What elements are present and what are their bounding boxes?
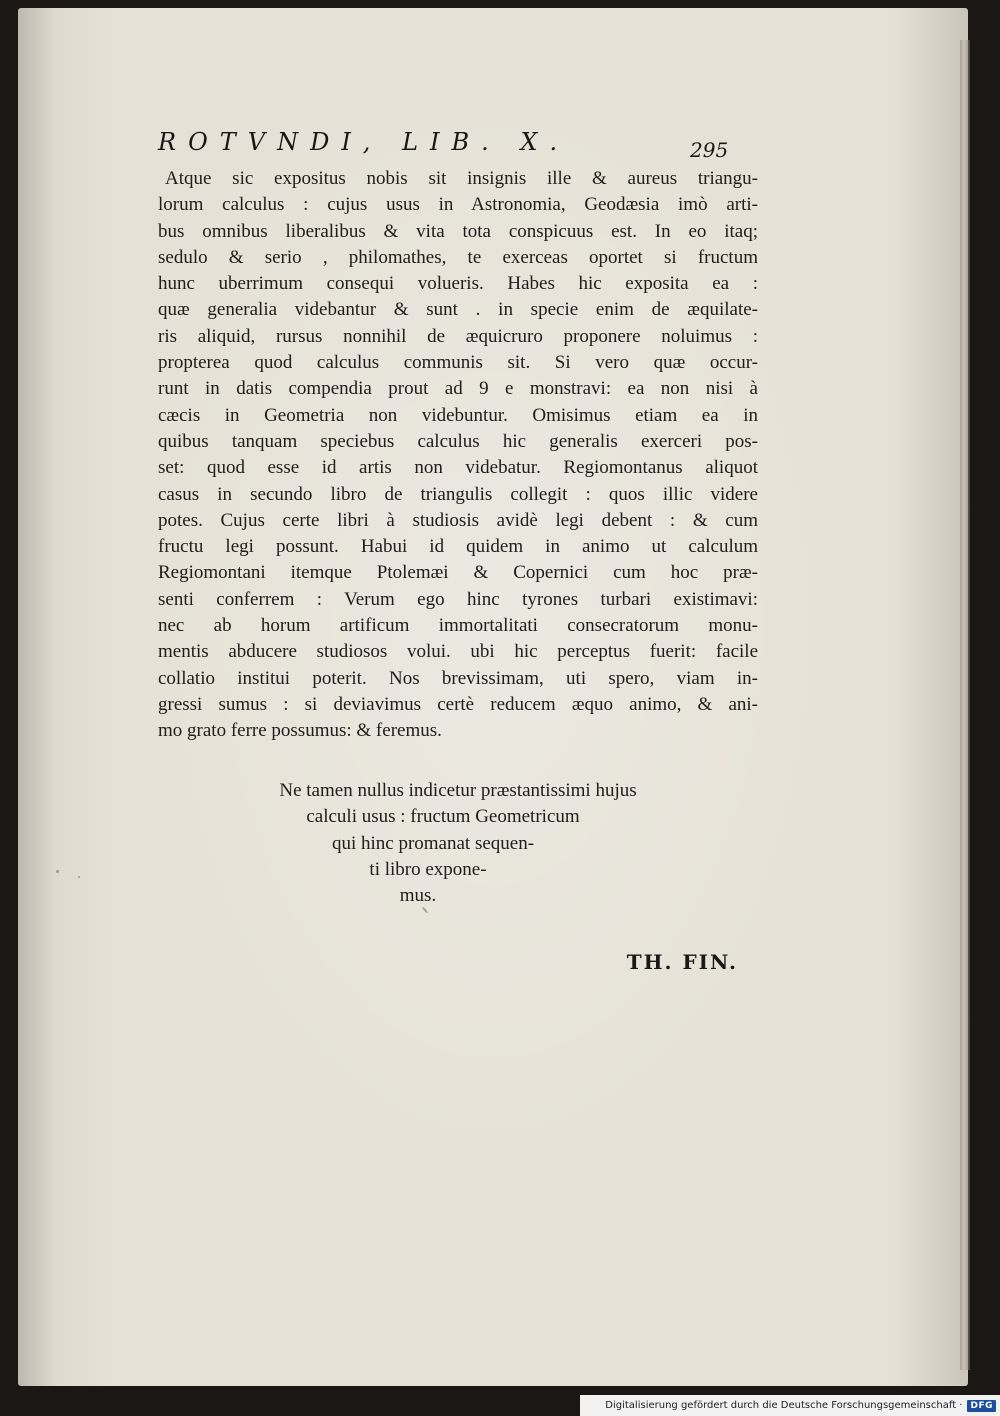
closing-line: mus. <box>399 885 437 907</box>
closing-line: ti libro expone- <box>369 858 487 880</box>
text-line: senti conferrem : Verum ego hinc tyrones turbari existimavi: <box>158 588 758 610</box>
text-line: bus omnibus liberalibus & vita tota conspicuus est. In eo itaq; <box>158 220 758 242</box>
text-line: propterea quod calculus communis sit. Si vero quæ occur- <box>158 352 758 374</box>
closing-line: calculi usus : fructum Geometricum <box>306 806 580 828</box>
text-line: potes. Cujus certe libri à studiosis avidè legi debent : & cum <box>158 509 758 531</box>
text-line: gressi sumus : si deviavimus certè reducem æquo animo, & ani- <box>158 693 758 715</box>
text-line: ris aliquid, rursus nonnihil de æquicruro proponere noluimus : <box>158 325 758 347</box>
text-line: Atque sic expositus nobis sit insignis ille & aureus triangu- <box>165 168 758 189</box>
text-line: mentis abducere studiosos volui. ubi hic perceptus fuerit: facile <box>158 641 758 663</box>
text-line: casus in secundo libro de triangulis collegit : quos illic videre <box>158 483 758 505</box>
book-page <box>18 8 968 1386</box>
page-number: 295 <box>690 138 729 162</box>
text-line: mo grato ferre possumus: & feremus. <box>158 720 442 742</box>
closing-paragraph <box>118 778 738 909</box>
text-line: fructu legi possunt. Habui id quidem in animo ut calculum <box>158 536 758 558</box>
text-line: sedulo & serio , philomathes, te exerceas oportet si fructum <box>158 246 758 268</box>
finis-mark: TH. FIN. <box>626 950 738 974</box>
text-line: Regiomontani itemque Ptolemæi & Copernici cum hoc præ- <box>158 562 758 584</box>
text-line: quibus tanquam speciebus calculus hic generalis exerceri pos- <box>158 430 758 452</box>
closing-line: qui hinc promanat sequen- <box>331 832 535 854</box>
paper-speck <box>56 870 59 873</box>
text-line: cæcis in Geometria non videbuntur. Omisimus etiam ea in <box>158 404 758 426</box>
text-line: nec ab horum artificum immortalitati consecratorum monu- <box>158 615 758 637</box>
body-text <box>158 166 758 745</box>
running-head: ROTVNDI, LIB. X. <box>158 128 570 156</box>
footer-credit: Digitalisierung gefördert durch die Deutsche Forschungsgemeinschaft · <box>605 1400 963 1411</box>
text-line: lorum calculus : cujus usus in Astronomia, Geodæsia imò arti- <box>158 194 758 216</box>
text-line: hunc uberrimum consequi volueris. Habes hic exposita ea : <box>158 273 758 295</box>
text-line: set: quod esse id artis non videbatur. Regiomontanus aliquot <box>158 457 758 479</box>
text-line: collatio institui poterit. Nos brevissimam, uti spero, viam in- <box>158 667 758 689</box>
text-line: quæ generalia videbantur & sunt . in specie enim de æquilate- <box>158 299 758 321</box>
dfg-logo: DFG <box>967 1400 996 1412</box>
digitization-footer <box>580 1395 1000 1416</box>
paper-speck <box>78 876 80 878</box>
closing-line: Ne tamen nullus indicetur præstantissimi hujus <box>279 780 637 801</box>
page-edge-shadow <box>960 40 970 1370</box>
text-line: runt in datis compendia prout ad 9 e monstravi: ea non nisi à <box>158 378 758 400</box>
